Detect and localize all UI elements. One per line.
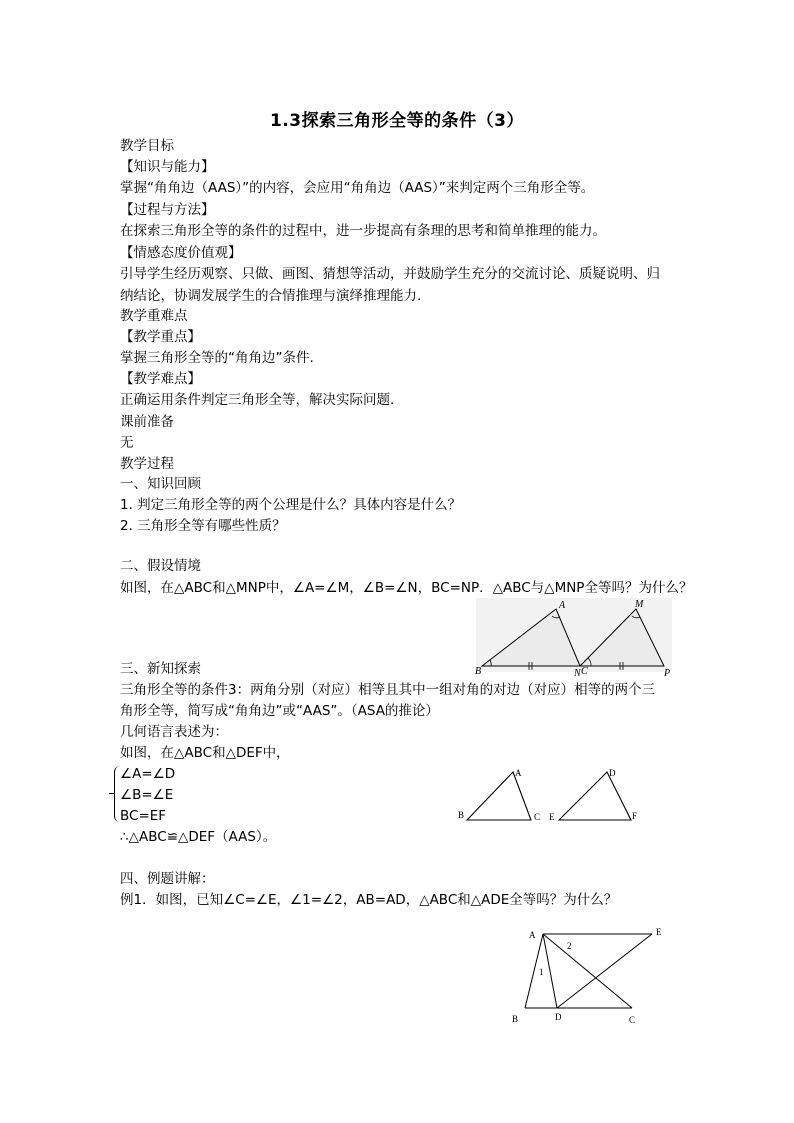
- subheading-key: 【教学重点】: [120, 329, 201, 345]
- paragraph: 如图，在△ABC和△DEF中，: [120, 745, 290, 761]
- vertex-label: C: [581, 666, 588, 677]
- conclusion: ∴△ABC≌△DEF（AAS）。: [120, 829, 277, 845]
- paragraph: 角形全等，简写成“角角边”或“AAS”。（ASA的推论）: [120, 703, 439, 719]
- angle-label: 2: [567, 941, 572, 951]
- condition-2: ∠B=∠E: [120, 787, 174, 803]
- figure-triangles-abc-mnp: [470, 596, 676, 678]
- paragraph: 掌握“角角边（AAS）”的内容，会应用“角角边（AAS）”来判定两个三角形全等。: [120, 180, 595, 196]
- vertex-label: C: [629, 1015, 636, 1025]
- vertex-label: M: [635, 599, 644, 610]
- vertex-label: B: [512, 1014, 519, 1024]
- condition-3: BC=EF: [120, 808, 167, 824]
- vertex-label: D: [609, 768, 616, 778]
- vertex-label: A: [529, 930, 536, 940]
- paragraph: 在探索三角形全等的条件的过程中，进一步提高有条理的思考和简单推理的能力。: [120, 223, 606, 239]
- paragraph: 引导学生经历观察、只做、画图、猜想等活动，并鼓励学生充分的交流讨论、质疑说明、归: [120, 266, 660, 282]
- vertex-label: D: [555, 1012, 562, 1022]
- figure-triangles-abc-def: [455, 762, 645, 828]
- subheading-process: 【过程与方法】: [120, 202, 215, 218]
- angle-label: 1: [539, 967, 544, 977]
- condition-1: ∠A=∠D: [120, 766, 176, 782]
- section-heading-objectives: 教学目标: [120, 138, 174, 154]
- vertex-label: B: [475, 666, 482, 677]
- condition-brace-tip: [109, 793, 115, 794]
- subheading-attitude: 【情感态度价值观】: [120, 245, 242, 261]
- vertex-label: C: [534, 812, 541, 822]
- subheading-knowledge: 【知识与能力】: [120, 159, 215, 175]
- vertex-label: N: [574, 668, 581, 678]
- section-heading-key-points: 教学重难点: [120, 308, 188, 324]
- section-heading-process: 教学过程: [120, 456, 174, 472]
- vertex-label: E: [656, 927, 662, 937]
- figure-example-1: [505, 922, 675, 1028]
- subheading-difficulty: 【教学难点】: [120, 371, 201, 387]
- section-heading-preparation: 课前准备: [120, 414, 174, 430]
- paragraph: 掌握三角形全等的“角角边”条件.: [120, 350, 314, 366]
- vertex-label: F: [632, 811, 638, 821]
- vertex-label: E: [549, 812, 555, 822]
- question-2: 2. 三角形全等有哪些性质？: [120, 518, 286, 534]
- paragraph: 如图，在△ABC和△MNP中，∠A=∠M，∠B=∠N，BC=NP．△ABC与△MNP全等吗？为什么？: [120, 580, 693, 596]
- example-1: 例1．如图，已知∠C=∠E，∠1=∠2，AB=AD，△ABC和△ADE全等吗？为什么？: [120, 892, 618, 908]
- paragraph: 纳结论，协调发展学生的合情推理与演绎推理能力.: [120, 288, 422, 304]
- question-1: 1. 判定三角形全等的两个公理是什么？具体内容是什么？: [120, 497, 462, 513]
- page-title: 1.3探索三角形全等的条件（3）: [270, 111, 524, 131]
- paragraph: 正确运用条件判定三角形全等，解决实际问题.: [120, 392, 395, 408]
- vertex-label: B: [458, 810, 465, 820]
- paragraph: 三角形全等的条件3：两角分别（对应）相等且其中一组对角的对边（对应）相等的两个三: [120, 682, 656, 698]
- paragraph: 几何语言表述为：: [120, 724, 228, 740]
- subheading-examples: 四、例题讲解：: [120, 871, 215, 887]
- vertex-label: A: [559, 600, 566, 611]
- subheading-explore: 三、新知探索: [120, 661, 201, 677]
- paragraph: 无: [120, 435, 134, 451]
- vertex-label: A: [515, 768, 522, 778]
- vertex-label: P: [664, 668, 671, 678]
- subheading-scenario: 二、假设情境: [120, 558, 201, 574]
- subheading-review: 一、知识回顾: [120, 476, 201, 492]
